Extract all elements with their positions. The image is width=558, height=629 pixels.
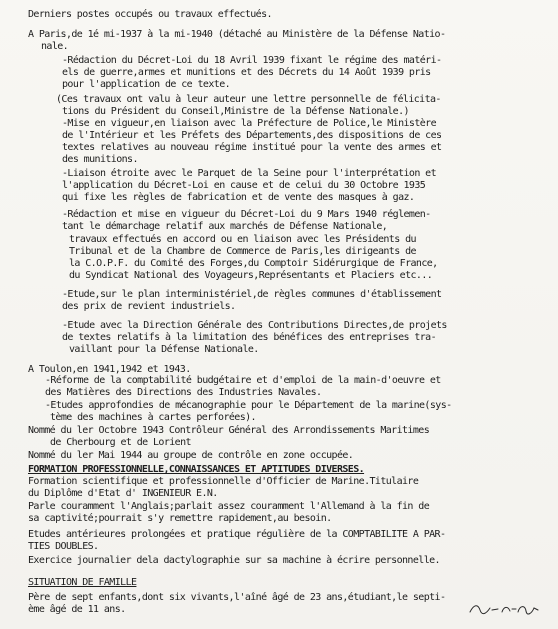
doc-line: de l'Intérieur et les Préfets des Départements,des dispositions de ces — [62, 130, 442, 141]
doc-line: -Réforme de la comptabilité budgétaire et d'emploi de la main-d'oeuvre et — [45, 375, 441, 386]
doc-line: la C.O.P.F. du Comité des Forges,du Comptoir Sidérurgique de France, — [69, 258, 438, 269]
doc-line: de Cherbourg et de Lorient — [50, 437, 191, 448]
doc-line: des prix de revient industriels. — [62, 301, 236, 312]
doc-line: Père de sept enfants,dont six vivants,l'aîné âgé de 23 ans,étudiant,le septi- — [28, 592, 446, 603]
doc-line: du Syndicat National des Voyageurs,Représentants et Placiers etc... — [69, 270, 433, 281]
doc-line: sa captivité;pourrait s'y remettre rapidement,au besoin. — [28, 513, 332, 524]
doc-line: pour l'application de ce texte. — [62, 79, 231, 90]
doc-line: Etudes antérieures prolongées et pratique régulière de la COMPTABILITE A PAR- — [28, 529, 446, 540]
doc-line: A Paris,de 1é mi-1937 à la mi-1940 (détaché au Ministère de la Défense Natio- — [28, 29, 446, 40]
doc-line: travaux effectués en accord ou en liaison avec les Présidents du — [69, 234, 416, 245]
doc-line: des munitions. — [62, 154, 138, 165]
doc-line: -Liaison étroite avec le Parquet de la Seine pour l'interprétation et — [62, 168, 437, 179]
doc-line: l'application du Décret-Loi en cause et de celui du 30 Octobre 1935 — [62, 180, 426, 191]
doc-line: tant le démarchage relatif aux marchés de Défense Nationale, — [62, 221, 388, 232]
doc-line: nale. — [41, 41, 69, 52]
doc-line: (Ces travaux ont valu à leur auteur une lettre personnelle de félicita- — [56, 94, 441, 105]
doc-line: -Rédaction et mise en vigueur du Décret-Loi du 9 Mars 1940 réglemen- — [62, 209, 431, 220]
doc-line: ème âgé de 11 ans. — [28, 604, 126, 615]
doc-line: tions du Président du Conseil,Ministre de la Défense Nationale.) — [62, 106, 409, 117]
doc-line: Formation scientifique et professionnelle d'Officier de Marine.Titulaire — [28, 476, 419, 487]
doc-line: Tribunal et de la Chambre de Commerce de Paris,les dirigeants de — [69, 246, 416, 257]
doc-heading: Derniers postes occupés ou travaux effectués. — [28, 9, 272, 20]
doc-line: A Toulon,en 1941,1942 et 1943. — [28, 364, 191, 375]
doc-line: -Etudes approfondies de mécanographie pour le Département de la marine(sys- — [45, 400, 452, 411]
doc-line: -Etude avec la Direction Générale des Contributions Directes,de projets — [62, 320, 447, 331]
doc-line: de textes relatifs à la limitation des bénéfices des entreprises tra- — [62, 332, 437, 343]
doc-line: -Rédaction du Décret-Loi du 18 Avril 1939 fixant le régime des matéri- — [62, 55, 442, 66]
doc-line: des Matières des Directions des Industries Navales. — [45, 387, 322, 398]
doc-line: TIES DOUBLES. — [28, 541, 99, 552]
doc-line: Nommé du ler Mai 1944 au groupe de contrôle en zone occupée. — [28, 450, 354, 461]
handwritten-signature — [468, 600, 548, 618]
doc-line: tème des machines à cartes perforées). — [50, 412, 256, 423]
doc-line: els de guerre,armes et munitions et des Décrets du 14 Août 1939 pris — [62, 67, 431, 78]
section-heading-formation: FORMATION PROFESSIONNELLE,CONNAISSANCES ET APTITUDES DIVERSES. — [28, 464, 365, 475]
doc-line: textes relatives au nouveau régime institué pour la vente des armes et — [62, 142, 442, 153]
doc-line: -Mise en vigueur,en liaison avec la Préfecture de Police,le Ministère — [62, 118, 437, 129]
doc-line: Exercice journalier dela dactylographie sur sa machine à écrire personnelle. — [28, 555, 440, 566]
doc-line: du Diplôme d'Etat d' INGENIEUR E.N. — [28, 488, 218, 499]
doc-line: Nommé du ler Octobre 1943 Contrôleur Général des Arrondissements Maritimes — [28, 425, 430, 436]
doc-line: Parle couramment l'Anglais;parlait assez couramment l'Allemand à la fin de — [28, 501, 430, 512]
section-heading-famille: SITUATION DE FAMILLE — [28, 577, 137, 588]
doc-line: vaillant pour la Défense Nationale. — [69, 344, 259, 355]
doc-line: qui fixe les règles de fabrication et de vente des masques à gaz. — [62, 192, 415, 203]
doc-line: -Etude,sur le plan interministériel,de règles communes d'établissement — [62, 289, 442, 300]
